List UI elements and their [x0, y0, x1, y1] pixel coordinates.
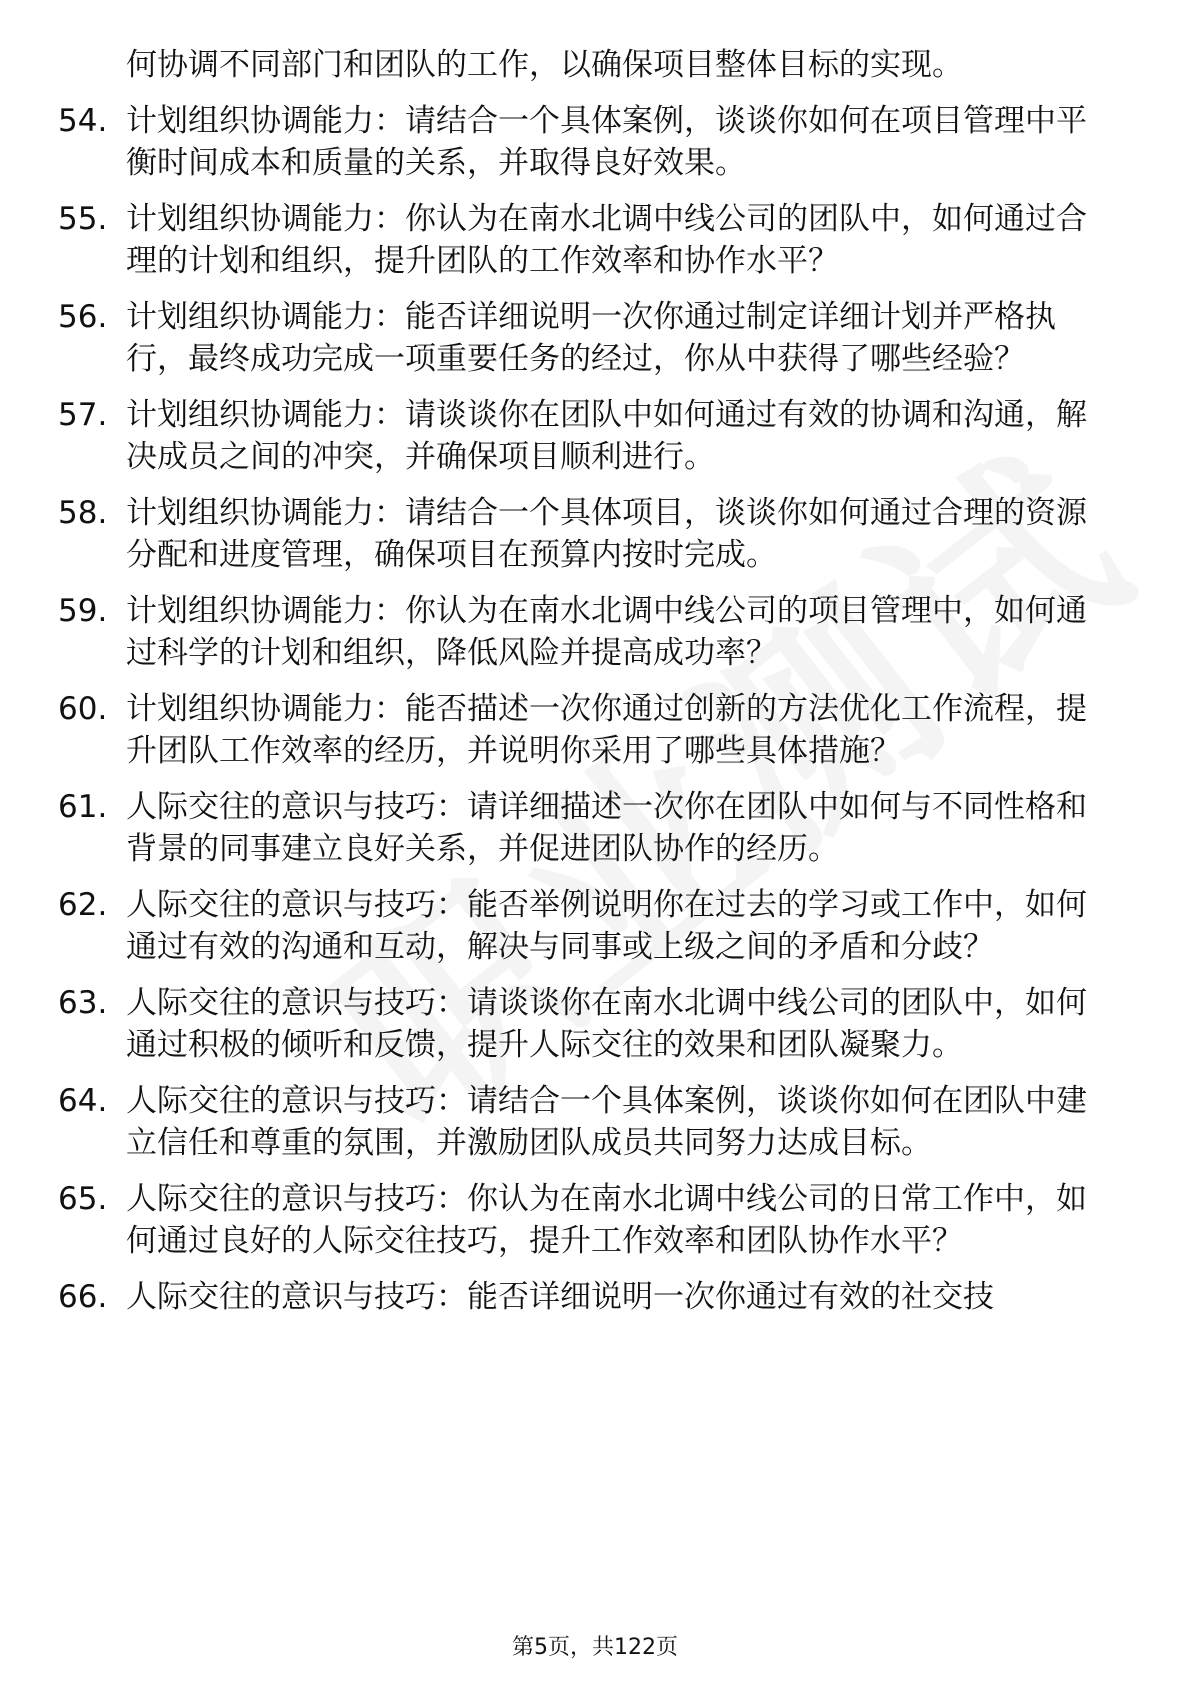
page-content [0, 44, 1190, 1332]
continuation-paragraph: 何协调不同部门和团队的工作，以确保项目整体目标的实现。 [126, 47, 963, 83]
item-number: 56. [58, 299, 108, 335]
item-number: 64. [58, 1083, 108, 1119]
item-number: 63. [58, 985, 108, 1021]
item-text: 人际交往的意识与技巧：请结合一个具体案例，谈谈你如何在团队中建立信任和尊重的氛围，并激励团队成员共同努力达成目标。 [126, 1083, 1087, 1161]
item-text: 人际交往的意识与技巧：能否举例说明你在过去的学习或工作中，如何通过有效的沟通和互动，解决与同事或上级之间的矛盾和分歧？ [126, 887, 1087, 965]
item-text: 人际交往的意识与技巧：能否详细说明一次你通过有效的社交技 [126, 1279, 994, 1315]
list-item [0, 394, 1116, 478]
item-text: 人际交往的意识与技巧：请详细描述一次你在团队中如何与不同性格和背景的同事建立良好关系，并促进团队协作的经历。 [126, 789, 1087, 867]
list-item [0, 296, 1116, 380]
list-item [0, 100, 1116, 184]
item-number: 54. [58, 103, 108, 139]
item-number: 62. [58, 887, 108, 923]
item-text: 人际交往的意识与技巧：请谈谈你在南水北调中线公司的团队中，如何通过积极的倾听和反馈，提升人际交往的效果和团队凝聚力。 [126, 985, 1087, 1063]
list-item [0, 1178, 1116, 1262]
page-footer: 第5页，共122页 [512, 1635, 678, 1660]
list-item [0, 982, 1116, 1066]
item-text: 计划组织协调能力：你认为在南水北调中线公司的项目管理中，如何通过科学的计划和组织，降低风险并提高成功率？ [126, 593, 1087, 671]
list-item [0, 884, 1116, 968]
item-text: 计划组织协调能力：请谈谈你在团队中如何通过有效的协调和沟通，解决成员之间的冲突，并确保项目顺利进行。 [126, 397, 1087, 475]
item-number: 55. [58, 201, 108, 237]
item-text: 计划组织协调能力：请结合一个具体项目，谈谈你如何通过合理的资源分配和进度管理，确保项目在预算内按时完成。 [126, 495, 1087, 573]
list-item [0, 688, 1116, 772]
item-text: 计划组织协调能力：能否描述一次你通过创新的方法优化工作流程，提升团队工作效率的经历，并说明你采用了哪些具体措施？ [126, 691, 1087, 769]
item-number: 66. [58, 1279, 108, 1315]
item-number: 61. [58, 789, 108, 825]
list-item [0, 1276, 1116, 1318]
list-item [0, 1080, 1116, 1164]
item-text: 计划组织协调能力：你认为在南水北调中线公司的团队中，如何通过合理的计划和组织，提升团队的工作效率和协作水平？ [126, 201, 1087, 279]
list-item [0, 198, 1116, 282]
list-item [0, 590, 1116, 674]
item-number: 60. [58, 691, 108, 727]
list-item [0, 786, 1116, 870]
list-item [0, 492, 1116, 576]
item-number: 58. [58, 495, 108, 531]
item-text: 计划组织协调能力：请结合一个具体案例，谈谈你如何在项目管理中平衡时间成本和质量的关系，并取得良好效果。 [126, 103, 1087, 181]
question-list [0, 100, 1190, 1318]
item-text: 人际交往的意识与技巧：你认为在南水北调中线公司的日常工作中，如何通过良好的人际交往技巧，提升工作效率和团队协作水平？ [126, 1181, 1087, 1259]
item-text: 计划组织协调能力：能否详细说明一次你通过制定详细计划并严格执行，最终成功完成一项重要任务的经过，你从中获得了哪些经验？ [126, 299, 1056, 377]
item-number: 65. [58, 1181, 108, 1217]
item-number: 57. [58, 397, 108, 433]
item-number: 59. [58, 593, 108, 629]
